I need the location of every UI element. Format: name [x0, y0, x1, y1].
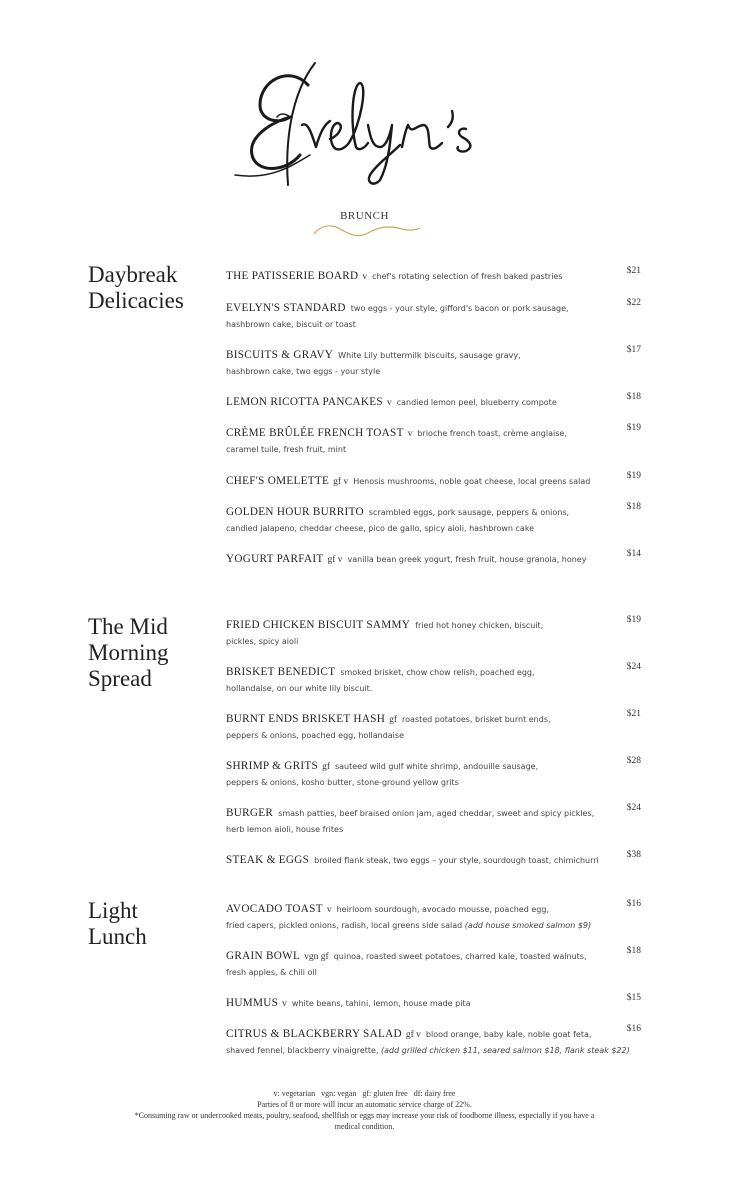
menu-item-name: YOGURT PARFAIT — [226, 553, 324, 565]
menu-item-description-cont: herb lemon aioli, house frites — [226, 825, 344, 834]
menu-item-name: CITRUS & BLACKBERRY SALAD — [226, 1028, 402, 1040]
menu-item — [226, 549, 641, 567]
menu-item-description-text: fried capers, pickled onions, radish, local greens side salad — [226, 921, 463, 930]
service-charge-note: Parties of 8 or more will incur an automatic service charge of 22%. — [257, 1100, 472, 1109]
menu-item-name: EVELYN'S STANDARD — [226, 302, 346, 314]
menu-item — [226, 266, 641, 284]
menu-item-price: $22 — [626, 298, 641, 308]
menu-item-price: $21 — [626, 709, 641, 719]
menu-item-description: Henosis mushrooms, noble goat cheese, local greens salad — [353, 477, 591, 486]
menu-item-price: $16 — [626, 1024, 641, 1034]
menu-item-name: FRIED CHICKEN BISCUIT SAMMY — [226, 619, 411, 631]
menu-item-description: broiled flank steak, two eggs – your style, sourdough toast, chimichurri — [314, 856, 599, 865]
menu-item-description: smash patties, beef braised onion jam, aged cheddar, sweet and spicy pickles, — [278, 809, 595, 818]
menu-item — [226, 662, 641, 693]
menu-item-diet-tag: v — [407, 429, 413, 439]
menu-item-price: $19 — [626, 423, 641, 433]
foodborne-warning-line: *Consuming raw or undercooked meats, poultry, seafood, shellfish or eggs may increase your risk of foodborne illness, especially if you have a — [134, 1111, 595, 1120]
menu-item-name: BURNT ENDS BRISKET HASH — [226, 713, 386, 725]
section-title-line: Light — [88, 898, 138, 923]
menu-item-description: blood orange, baby kale, noble goat feta, — [425, 1030, 592, 1039]
section-title-light-lunch — [88, 898, 147, 950]
menu-item-description-text: shaved fennel, blackberry vinaigrette, — [226, 1046, 379, 1055]
menu-item — [226, 803, 641, 834]
menu-item-diet-tag: v — [282, 999, 287, 1009]
menu-item-description-cont: peppers & onions, kosho butter, stone-ground yellow grits — [226, 778, 459, 787]
menu-item-price: $16 — [626, 899, 641, 909]
menu-item-description-cont: hollandaise, on our white lily biscuit. — [226, 684, 373, 693]
evelyns-logo — [230, 55, 500, 190]
menu-item — [226, 709, 641, 740]
menu-item-diet-tag: gf — [389, 715, 398, 725]
menu-item — [226, 345, 641, 376]
menu-item-price: $14 — [626, 549, 641, 559]
menu-item-description-cont: candied jalapeno, cheddar cheese, pico de gallo, spicy aioli, hashbrown cake — [226, 524, 535, 533]
menu-item-price: $18 — [626, 392, 641, 402]
menu-item — [226, 946, 641, 977]
menu-item-description-cont: caramel tuile, fresh fruit, mint — [226, 445, 347, 454]
menu-item-price: $24 — [626, 662, 641, 672]
menu-item — [226, 298, 641, 329]
gold-swash-ornament — [312, 220, 422, 240]
menu-item-price: $21 — [626, 266, 641, 276]
menu-item-price: $24 — [626, 803, 641, 813]
menu-item-description-cont — [226, 1046, 641, 1055]
menu-item — [226, 471, 641, 489]
menu-item-price: $18 — [626, 946, 641, 956]
section-title-line: The Mid — [88, 614, 168, 639]
section-title-line: Lunch — [88, 924, 147, 949]
menu-item — [226, 993, 641, 1011]
menu-item-description: candied lemon peel, blueberry compote — [396, 398, 557, 407]
foodborne-warning-line: medical condition. — [334, 1122, 395, 1131]
menu-item-description-cont: hashbrown cake, biscuit or toast — [226, 320, 356, 329]
menu-subtitle: BRUNCH — [340, 210, 389, 222]
menu-item-name: HUMMUS — [226, 997, 279, 1009]
menu-item-name: BURGER — [226, 807, 274, 819]
menu-item — [226, 502, 641, 533]
menu-item-description: two eggs - your style, gifford's bacon or pork sausage, — [350, 304, 569, 313]
menu-item-diet-tag: gf — [322, 762, 330, 772]
menu-item-name: STEAK & EGGS — [226, 854, 310, 866]
menu-item-description: White Lily buttermilk biscuits, sausage gravy, — [338, 351, 521, 360]
menu-item-name: CHEF'S OMELETTE — [226, 475, 330, 487]
menu-item-diet-tag: v — [326, 905, 332, 915]
menu-item-name: CRÈME BRÛLÉE FRENCH TOAST — [226, 427, 404, 439]
menu-item-diet-tag: gf v — [405, 1030, 421, 1040]
menu-item-description: vanilla bean greek yogurt, fresh fruit, house granola, honey — [347, 555, 587, 564]
menu-item — [226, 899, 641, 930]
menu-item-description: white beans, tahini, lemon, house made pita — [291, 999, 471, 1008]
menu-item-description-cont: pickles, spicy aioli — [226, 637, 299, 646]
menu-item-price: $19 — [626, 471, 641, 481]
menu-item-description-cont: peppers & onions, poached egg, hollandaise — [226, 731, 404, 740]
menu-item-name: GOLDEN HOUR BURRITO — [226, 506, 364, 518]
menu-item-price: $28 — [626, 756, 641, 766]
menu-item — [226, 423, 641, 454]
menu-item — [226, 756, 641, 787]
menu-item — [226, 850, 641, 868]
menu-item-description: chef's rotating selection of fresh baked pastries — [372, 272, 563, 281]
menu-item-price: $38 — [626, 850, 641, 860]
menu-item-diet-tag: v — [362, 272, 368, 282]
menu-item-name: THE PATISSERIE BOARD — [226, 270, 359, 282]
menu-item — [226, 1024, 641, 1055]
menu-item-name: BISCUITS & GRAVY — [226, 349, 334, 361]
menu-item-description: sauteed wild gulf white shrimp, andouille sausage, — [334, 762, 539, 771]
menu-item-description: fried hot honey chicken, biscuit, — [415, 621, 544, 630]
menu-item-description: roasted potatoes, brisket burnt ends, — [402, 715, 551, 724]
diet-legend: v: vegetarian vgn: vegan gf: gluten free df: dairy free — [273, 1089, 456, 1098]
menu-item-name: SHRIMP & GRITS — [226, 760, 319, 772]
menu-item-name: GRAIN BOWL — [226, 950, 301, 962]
menu-item-description: brioche french toast, crème anglaise, — [417, 429, 567, 438]
section-title-mid-morning-spread — [88, 614, 169, 692]
section-title-daybreak-delicacies — [88, 262, 184, 314]
menu-item-name: LEMON RICOTTA PANCAKES — [226, 396, 383, 408]
menu-item-diet-tag: vgn gf — [304, 952, 329, 962]
menu-item — [226, 615, 641, 646]
section-title-line: Delicacies — [88, 288, 184, 313]
menu-item-price: $18 — [626, 502, 641, 512]
menu-footer — [0, 1088, 729, 1132]
menu-item-diet-tag: gf v — [327, 555, 343, 565]
menu-item — [226, 392, 641, 410]
menu-item-description: heirloom sourdough, avocado mousse, poached egg, — [336, 905, 549, 914]
menu-item-description: scrambled eggs, pork sausage, peppers & onions, — [368, 508, 570, 517]
section-title-line: Spread — [88, 666, 152, 691]
menu-item-diet-tag: v — [386, 398, 392, 408]
section-title-line: Morning — [88, 640, 169, 665]
menu-item-price: $15 — [626, 993, 641, 1003]
menu-item-price: $17 — [626, 345, 641, 355]
menu-item-addon-note: (add grilled chicken $11, seared salmon $18, flank steak $22) — [381, 1046, 630, 1055]
menu-item-price: $19 — [626, 615, 641, 625]
menu-item-diet-tag: gf v — [333, 477, 349, 487]
menu-item-description-cont — [226, 921, 641, 930]
menu-item-addon-note: (add house smoked salmon $9) — [464, 921, 592, 930]
menu-item-name: AVOCADO TOAST — [226, 903, 323, 915]
menu-item-description-cont: fresh apples, & chili oil — [226, 968, 317, 977]
section-title-line: Daybreak — [88, 262, 178, 287]
menu-item-description: quinoa, roasted sweet potatoes, charred kale, toasted walnuts, — [333, 952, 587, 961]
menu-item-description-cont: hashbrown cake, two eggs - your style — [226, 367, 381, 376]
menu-item-name: BRISKET BENEDICT — [226, 666, 336, 678]
menu-item-description: smoked brisket, chow chow relish, poached egg, — [340, 668, 535, 677]
